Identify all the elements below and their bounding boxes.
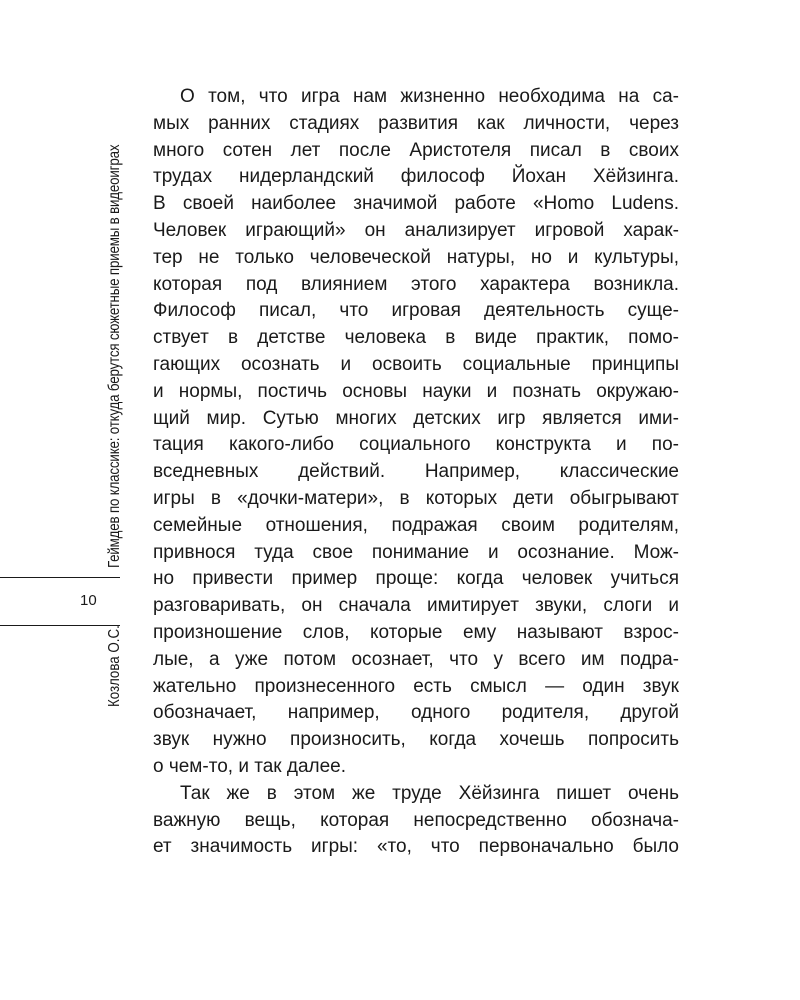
text-line: произношение слов, которые ему называют взрос-: [153, 621, 679, 643]
margin-rule-bottom: [0, 625, 120, 626]
text-line: звук нужно произносить, когда хочешь попросить: [153, 729, 679, 751]
text-line: ет значимость игры: «то, что первоначально было: [153, 836, 679, 858]
text-line: игры в «дочки-матери», в которых дети обыгрывают: [153, 487, 679, 509]
text-line: Человек играющий» он анализирует игровой харак-: [153, 219, 679, 241]
text-line: трудах нидерландский философ Йохан Хёйзинга.: [153, 166, 679, 188]
text-line: В своей наиболее значимой работе «Homo Ludens.: [153, 193, 679, 215]
text-line: ствует в детстве человека в виде практик, помо-: [153, 327, 679, 349]
margin-rule-top: [0, 577, 120, 578]
text-line: обозначает, например, одного родителя, другой: [153, 702, 679, 724]
text-line: и нормы, постичь основы науки и познать окружаю-: [153, 380, 679, 402]
text-line: тер не только человеческой натуры, но и культуры,: [153, 246, 679, 268]
text-line: которая под влиянием этого характера возникла.: [153, 273, 679, 295]
text-line: лые, а уже потом осознает, что у всего им подра-: [153, 648, 679, 670]
text-line: важную вещь, которая непосредственно обознача-: [153, 809, 679, 831]
text-line: Философ писал, что игровая деятельность суще-: [153, 300, 679, 322]
text-line: о чем-то, и так далее.: [153, 755, 347, 777]
text-line: разговаривать, он сначала имитирует звуки, слоги и: [153, 595, 679, 617]
running-title: Геймдев по классике: откуда берутся сюжетные приемы в видеоиграх: [106, 144, 123, 569]
text-line: привнося туда свое понимание и осознание. Мож-: [153, 541, 679, 563]
text-line: жательно произнесенного есть смысл — один звук: [153, 675, 679, 697]
page-number: 10: [80, 592, 97, 609]
text-line: но привести пример проще: когда человек учиться: [153, 568, 679, 590]
text-line: вседневных действий. Например, классические: [153, 461, 679, 483]
body-text: [153, 84, 679, 861]
text-line: мых ранних стадиях развития как личности, через: [153, 112, 679, 134]
author-name: Козлова О.С.: [106, 625, 123, 707]
text-line: семейные отношения, подражая своим родителям,: [153, 514, 679, 536]
text-line: гающих осознать и освоить социальные принципы: [153, 353, 679, 375]
text-line: Так же в этом же труде Хёйзинга пишет очень: [180, 782, 679, 804]
text-line: тация какого-либо социального конструкта и по-: [153, 434, 679, 456]
text-line: щий мир. Сутью многих детских игр является ими-: [153, 407, 679, 429]
text-line: много сотен лет после Аристотеля писал в своих: [153, 139, 679, 161]
text-line: О том, что игра нам жизненно необходима на са-: [180, 86, 679, 107]
